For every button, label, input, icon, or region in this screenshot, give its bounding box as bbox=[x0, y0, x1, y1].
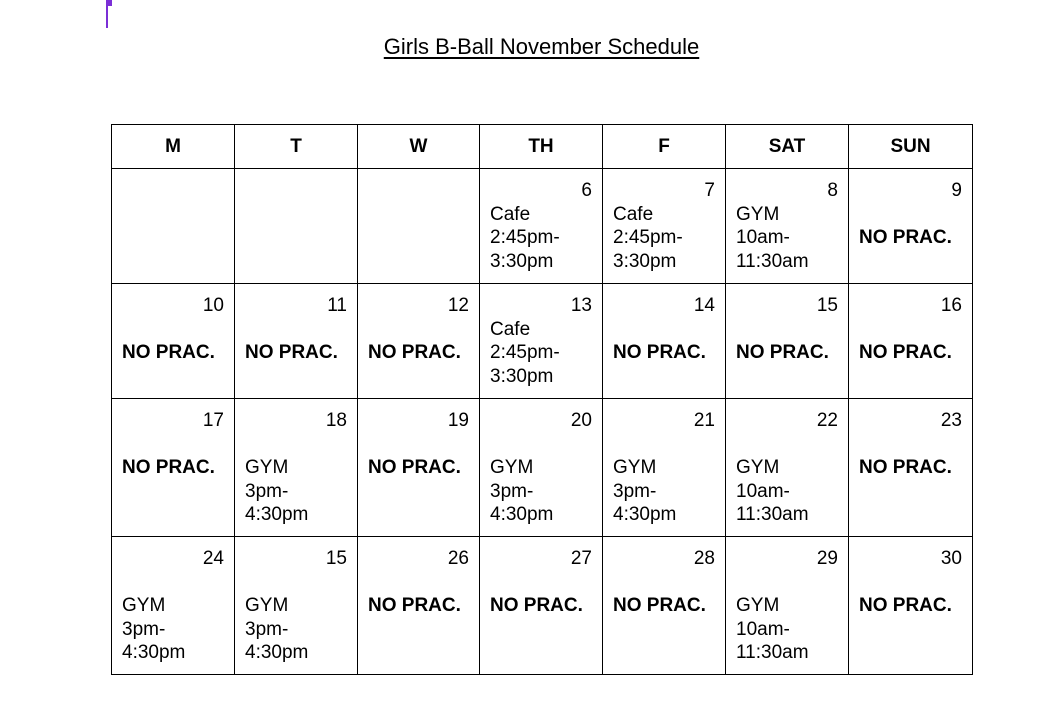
day-cell bbox=[480, 169, 603, 284]
practice-detail: 3pm- bbox=[245, 618, 289, 640]
day-number: 26 bbox=[447, 548, 469, 569]
day-number: 21 bbox=[693, 410, 715, 431]
day-cell-content bbox=[480, 284, 602, 388]
practice-detail: 4:30pm bbox=[613, 504, 677, 525]
practice-detail: 2:45pm- bbox=[490, 342, 560, 363]
practice-detail: GYM bbox=[245, 595, 289, 616]
blank-line bbox=[368, 571, 469, 595]
day-cell-content bbox=[235, 399, 357, 527]
day-number: 12 bbox=[447, 295, 469, 316]
practice-detail: 11:30am bbox=[736, 642, 809, 663]
no-practice-label: NO PRAC. bbox=[859, 342, 952, 363]
day-cell-content bbox=[603, 537, 725, 618]
day-cell bbox=[358, 399, 480, 537]
day-cell bbox=[849, 399, 973, 537]
practice-detail: GYM bbox=[736, 203, 780, 225]
practice-detail: 4:30pm bbox=[245, 642, 309, 663]
no-practice-label: NO PRAC. bbox=[368, 595, 461, 616]
header-saturday: SAT bbox=[726, 125, 849, 169]
day-cell-content bbox=[849, 169, 972, 250]
day-cell bbox=[726, 399, 849, 537]
day-cell-content bbox=[358, 399, 479, 480]
blank-line bbox=[368, 433, 469, 457]
day-cell bbox=[112, 169, 235, 284]
no-practice-label: NO PRAC. bbox=[613, 342, 706, 363]
no-practice-label: NO PRAC. bbox=[368, 457, 461, 478]
header-wednesday: W bbox=[358, 125, 480, 169]
blank-line bbox=[859, 203, 962, 227]
practice-detail: 3pm- bbox=[122, 618, 166, 640]
week-row bbox=[112, 169, 973, 284]
day-number: 16 bbox=[940, 295, 962, 316]
day-cell bbox=[603, 399, 726, 537]
no-practice-label: NO PRAC. bbox=[859, 227, 952, 248]
day-number: 9 bbox=[951, 180, 962, 201]
day-number: 15 bbox=[816, 295, 838, 316]
day-number: 11 bbox=[327, 295, 347, 316]
day-cell-content bbox=[358, 537, 479, 618]
day-cell-content bbox=[849, 537, 972, 618]
day-number: 10 bbox=[202, 295, 224, 316]
day-number: 28 bbox=[693, 548, 715, 569]
header-tuesday: T bbox=[235, 125, 358, 169]
day-number: 18 bbox=[325, 410, 347, 431]
day-cell-content bbox=[480, 169, 602, 273]
day-cell bbox=[235, 537, 358, 675]
day-cell bbox=[480, 537, 603, 675]
text-cursor-marker bbox=[106, 0, 108, 28]
day-number: 20 bbox=[570, 410, 592, 431]
practice-detail: 3:30pm bbox=[613, 250, 677, 272]
blank-line bbox=[122, 433, 224, 457]
day-number: 30 bbox=[940, 548, 962, 569]
no-practice-label: NO PRAC. bbox=[368, 342, 461, 363]
day-number: 19 bbox=[447, 410, 469, 431]
day-number: 7 bbox=[704, 180, 715, 201]
blank-line bbox=[245, 318, 347, 342]
practice-detail: Cafe bbox=[490, 318, 531, 340]
day-cell bbox=[849, 537, 973, 675]
day-number: 17 bbox=[202, 410, 224, 431]
practice-detail: GYM bbox=[245, 457, 289, 478]
page-title: Girls B-Ball November Schedule bbox=[383, 34, 700, 59]
blank-line bbox=[490, 571, 592, 595]
practice-detail: Cafe bbox=[613, 203, 654, 225]
practice-detail: Cafe bbox=[490, 203, 531, 225]
day-cell bbox=[235, 284, 358, 399]
day-cell-content bbox=[849, 284, 972, 365]
day-number: 27 bbox=[570, 548, 592, 569]
practice-detail: 2:45pm- bbox=[613, 227, 683, 248]
blank-line bbox=[368, 318, 469, 342]
day-cell bbox=[849, 284, 973, 399]
day-cell bbox=[603, 284, 726, 399]
practice-detail: 11:30am bbox=[736, 250, 809, 272]
day-number: 29 bbox=[816, 548, 838, 569]
practice-detail: GYM bbox=[736, 457, 780, 478]
no-practice-label: NO PRAC. bbox=[736, 342, 829, 363]
blank-line bbox=[613, 318, 715, 342]
practice-detail: 10am- bbox=[736, 227, 790, 248]
header-friday: F bbox=[603, 125, 726, 169]
practice-detail: GYM bbox=[736, 595, 780, 616]
day-cell-content bbox=[603, 284, 725, 365]
day-cell bbox=[726, 537, 849, 675]
no-practice-label: NO PRAC. bbox=[613, 595, 706, 616]
blank-line bbox=[859, 318, 962, 342]
day-number: 14 bbox=[693, 295, 715, 316]
practice-detail: 2:45pm- bbox=[490, 227, 560, 248]
blank-line bbox=[245, 433, 347, 457]
schedule-table bbox=[111, 124, 973, 675]
day-cell-content bbox=[603, 169, 725, 273]
day-cell-content bbox=[235, 284, 357, 365]
week-row bbox=[112, 284, 973, 399]
week-row bbox=[112, 537, 973, 675]
day-cell-content bbox=[112, 169, 234, 179]
blank-line bbox=[859, 571, 962, 595]
day-cell-content bbox=[235, 169, 357, 179]
day-cell bbox=[726, 169, 849, 284]
day-number: 23 bbox=[940, 410, 962, 431]
day-cell bbox=[235, 169, 358, 284]
practice-detail: 3:30pm bbox=[490, 250, 554, 272]
no-practice-label: NO PRAC. bbox=[245, 342, 338, 363]
practice-detail: 3pm- bbox=[490, 480, 534, 502]
no-practice-label: NO PRAC. bbox=[859, 595, 952, 616]
day-cell bbox=[358, 284, 480, 399]
day-cell-content bbox=[480, 399, 602, 527]
day-cell bbox=[358, 169, 480, 284]
header-thursday: TH bbox=[480, 125, 603, 169]
day-cell bbox=[480, 284, 603, 399]
practice-detail: GYM bbox=[122, 595, 166, 616]
no-practice-label: NO PRAC. bbox=[490, 595, 583, 616]
day-cell-content bbox=[358, 169, 479, 179]
day-cell-content bbox=[358, 284, 479, 365]
blank-line bbox=[490, 433, 592, 457]
header-sunday: SUN bbox=[849, 125, 973, 169]
day-cell bbox=[112, 399, 235, 537]
day-cell-content bbox=[480, 537, 602, 618]
day-number: 15 bbox=[325, 548, 347, 569]
practice-detail: 11:30am bbox=[736, 504, 809, 525]
day-cell-content bbox=[726, 284, 848, 365]
day-number: 13 bbox=[570, 295, 592, 316]
practice-detail: GYM bbox=[490, 457, 534, 478]
practice-detail: 3pm- bbox=[245, 480, 289, 502]
practice-detail: 3:30pm bbox=[490, 365, 554, 387]
practice-detail: 3pm- bbox=[613, 480, 657, 502]
week-row bbox=[112, 399, 973, 537]
practice-detail: 10am- bbox=[736, 480, 790, 502]
day-cell bbox=[112, 537, 235, 675]
blank-line bbox=[613, 571, 715, 595]
day-cell bbox=[358, 537, 480, 675]
blank-line bbox=[736, 433, 838, 457]
practice-detail: 4:30pm bbox=[490, 504, 554, 525]
practice-detail: GYM bbox=[613, 457, 657, 478]
blank-line bbox=[613, 433, 715, 457]
day-cell-content bbox=[112, 284, 234, 365]
day-cell bbox=[112, 284, 235, 399]
no-practice-label: NO PRAC. bbox=[122, 342, 215, 363]
day-cell bbox=[603, 169, 726, 284]
no-practice-label: NO PRAC. bbox=[122, 457, 215, 478]
day-number: 24 bbox=[202, 548, 224, 569]
header-monday: M bbox=[112, 125, 235, 169]
day-number: 22 bbox=[816, 410, 838, 431]
blank-line bbox=[736, 571, 838, 595]
day-cell-content bbox=[726, 399, 848, 527]
day-cell bbox=[726, 284, 849, 399]
day-cell-content bbox=[726, 169, 848, 273]
day-cell-content bbox=[235, 537, 357, 665]
day-cell bbox=[235, 399, 358, 537]
day-number: 6 bbox=[581, 180, 592, 201]
day-number: 8 bbox=[827, 180, 838, 201]
day-cell-content bbox=[603, 399, 725, 527]
header-row bbox=[112, 125, 973, 169]
day-cell bbox=[849, 169, 973, 284]
day-cell bbox=[480, 399, 603, 537]
blank-line bbox=[245, 571, 347, 595]
blank-line bbox=[122, 571, 224, 595]
day-cell-content bbox=[112, 399, 234, 480]
practice-detail: 10am- bbox=[736, 618, 790, 640]
day-cell bbox=[603, 537, 726, 675]
day-cell-content bbox=[849, 399, 972, 480]
blank-line bbox=[736, 318, 838, 342]
blank-line bbox=[859, 433, 962, 457]
day-cell-content bbox=[726, 537, 848, 665]
blank-line bbox=[122, 318, 224, 342]
day-cell-content bbox=[112, 537, 234, 665]
practice-detail: 4:30pm bbox=[245, 504, 309, 525]
no-practice-label: NO PRAC. bbox=[859, 457, 952, 478]
practice-detail: 4:30pm bbox=[122, 642, 186, 663]
